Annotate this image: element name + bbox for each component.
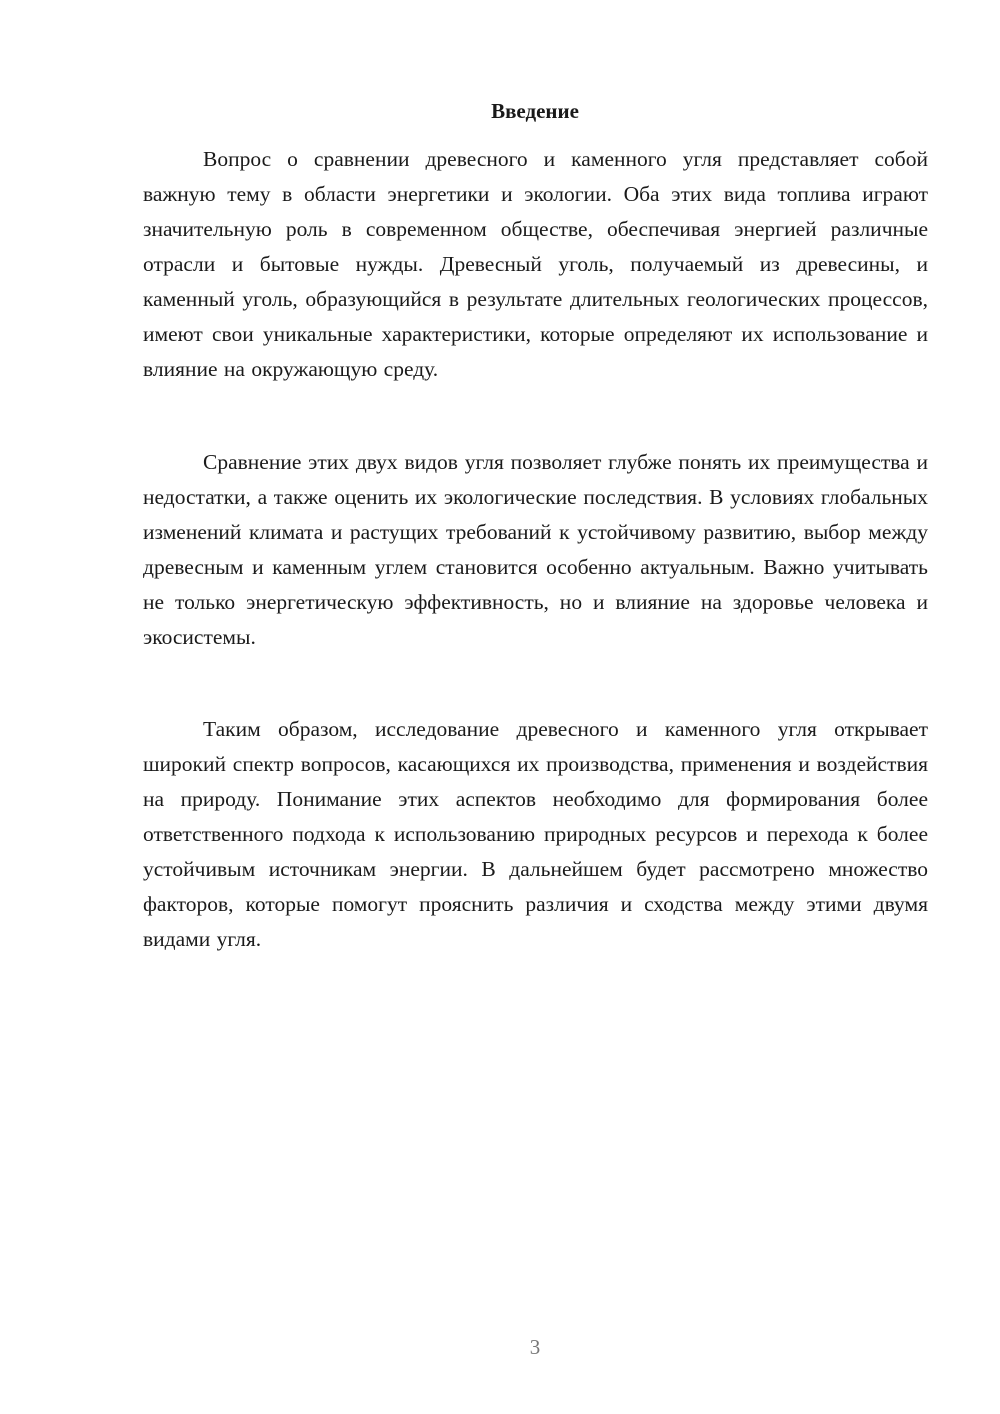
paragraph-2: Сравнение этих двух видов угля позволяет глубже понять их преимущества и недостатки, а также оценить их экологические последствия. В условиях глобальных изменений климата и растущих требований к устойчивому развитию, выбор между древесным и каменным углем становится особенно актуальным. Важно учитывать не только энергетическую эффективность, но и влияние на здоровье человека и экосистемы. — [143, 450, 928, 649]
paragraph-3: Таким образом, исследование древесного и каменного угля открывает широкий спектр вопросов, касающихся их производства, применения и воздействия на природу. Понимание этих аспектов необходимо для формирования более ответственного подхода к использованию природных ресурсов и перехода к более устойчивым источникам энергии. В дальнейшем будет рассмотрено множество факторов, которые помогут прояснить различия и сходства между этими двумя видами угля. — [143, 717, 928, 951]
paragraph-1: Вопрос о сравнении древесного и каменного угля представляет собой важную тему в области энергетики и экологии. Оба этих вида топлива играют значительную роль в современном обществе, обеспечивая энергией различные отрасли и бытовые нужды. Древесный уголь, получаемый из древесины, и каменный уголь, образующийся в результате длительных геологических процессов, имеют свои уникальные характеристики, которые определяют их использование и влияние на окружающую среду. — [143, 147, 928, 381]
page-number: 3 — [529, 1335, 541, 1359]
section-heading: Введение — [491, 99, 579, 123]
